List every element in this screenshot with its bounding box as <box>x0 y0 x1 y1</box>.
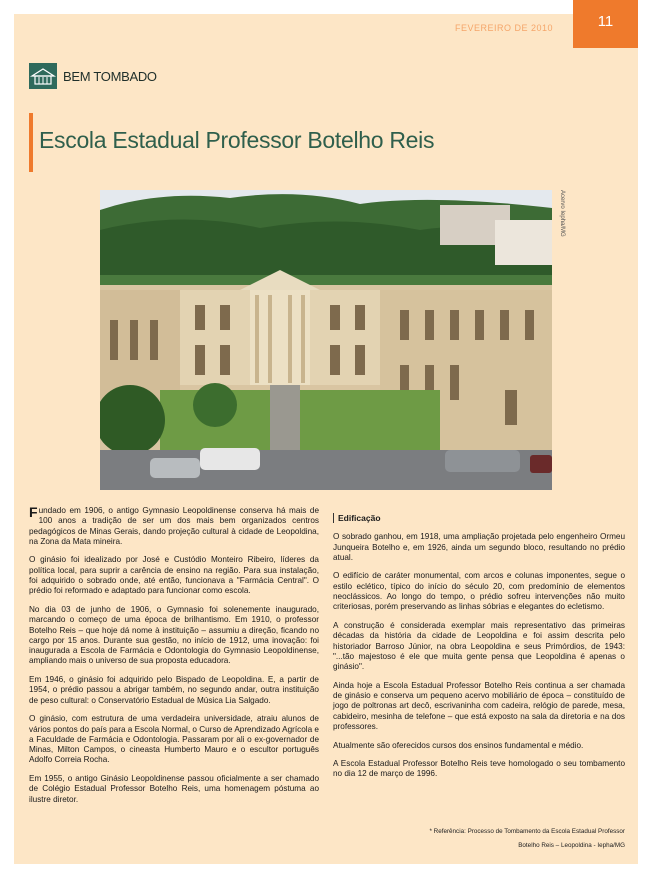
paragraph: A construção é considerada exemplar mais representativo das primeiras décadas da história da cidade de Leopoldina e foi assim descrita pelo historiador Barroso Júnior, na obra Leopoldina e seus Primórdios, de 1943: "...tão majestoso é ele que muita gente pensa que Leopoldina é apenas o ginásio". <box>333 620 625 672</box>
section-name: BEM TOMBADO <box>63 68 157 84</box>
building-logo-icon <box>29 63 57 89</box>
reference-note <box>333 825 625 853</box>
reference-line: Botelho Reis – Leopoldina - Iepha/MG <box>518 842 625 849</box>
paragraph: Em 1946, o ginásio foi adquirido pelo Bispado de Leopoldina. E, a partir de 1954, o prédio passou a abrigar também, no segundo andar, outra instituição de peso cultural: o Conservatório Estadual de Música Lia Salgado. <box>29 675 319 705</box>
paragraph: A Escola Estadual Professor Botelho Reis teve homologado o seu tombamento no dia 12 de março de 1996. <box>333 759 625 779</box>
page-number: 11 <box>573 0 638 48</box>
paragraph: No dia 03 de junho de 1906, o Gymnasio foi solenemente inaugurado, marcando o começo de uma época de brilhantismo. Em 1910, o professor Botelho Reis – que hoje dá nome à instituição – assumiu a direção, ficando no cargo por 15 anos. Durante sua gestão, no início de 1912, uma inovação: foi inaugurada a Escola de Farmácia e Odontologia do Gymnasio Leopoldinense, ampliando mais o universo de sua proposta educadora. <box>29 604 319 666</box>
section-header <box>29 62 157 90</box>
drop-cap: F <box>29 504 38 520</box>
paragraph: Em 1955, o antigo Ginásio Leopoldinense passou oficialmente a ser chamado de Colégio Estadual Professor Botelho Reis, uma homenagem póstuma ao ilustre diretor. <box>29 774 319 804</box>
school-building-photo <box>100 190 552 490</box>
paragraph: Atualmente são oferecidos cursos dos ensinos fundamental e médio. <box>333 740 584 750</box>
paragraph: O edifício de caráter monumental, com arcos e colunas imponentes, segue o estilo eclético, típico do início do século 20, com predomínio de elementos neoclássicos. Ao longo do tempo, o prédio sofreu intervenções não muito criteriosas, porém preservando as linhas sóbrias e elegantes do ecletismo. <box>333 571 625 612</box>
paragraph: O sobrado ganhou, em 1918, uma ampliação projetada pelo engenheiro Ormeu Junqueira Botelho e, em 1926, ainda um segundo bloco, resultando no prédio atual. <box>333 532 625 562</box>
article-column-right <box>333 506 625 788</box>
issue-date: FEVEREIRO DE 2010 <box>455 23 554 33</box>
reference-line: * Referência: Processo de Tombamento da Escola Estadual Professor <box>429 828 625 835</box>
paragraph: Fundado em 1906, o antigo Gymnasio Leopoldinense conserva há mais de 100 anos a tradição de ser um dos mais bem organizados centros pedagógicos de Minas Gerais, dando projeção cultural à cidade de Leopoldina, na Zona da Mata mineira. <box>29 504 319 546</box>
article-column-left <box>29 506 319 813</box>
title-accent-bar <box>29 113 33 172</box>
paragraph: Ainda hoje a Escola Estadual Professor Botelho Reis continua a ser chamada de ginásio e conserva um pequeno acervo mobiliário de época – constituído de jogo de poltronas art decô, escrivaninha com cadeira, relógio de parede, mesa, cabideiro, mesinha de telefone – que está exposto na sala da diretoria e na dos professores. <box>333 680 625 731</box>
subheading: Edificação <box>333 513 625 523</box>
article-title: Escola Estadual Professor Botelho Reis <box>39 127 435 153</box>
paragraph: O ginásio, com estrutura de uma verdadeira universidade, atraiu alunos de vários pontos do país para a Escola Normal, o Curso de Aprendizado Agrícola e a Faculdade de Farmácia e Odontologia. Passaram por ali o ex-governador de Minas, Milton Campos, o cineasta Humberto Mauro e o escultor português Adolfo Correia Rocha. <box>29 714 319 765</box>
photo-credit: Acervo Iepha/MG <box>559 190 565 237</box>
paragraph: O ginásio foi idealizado por José e Custódio Monteiro Ribeiro, líderes da política local, para suprir a carência de ensino na região. Para sua instalação, foi adquirido o sobrado onde, até então, funcionava a "Farmácia Central". O prédio foi reformado e adaptado para funcionar como escola. <box>29 555 319 596</box>
